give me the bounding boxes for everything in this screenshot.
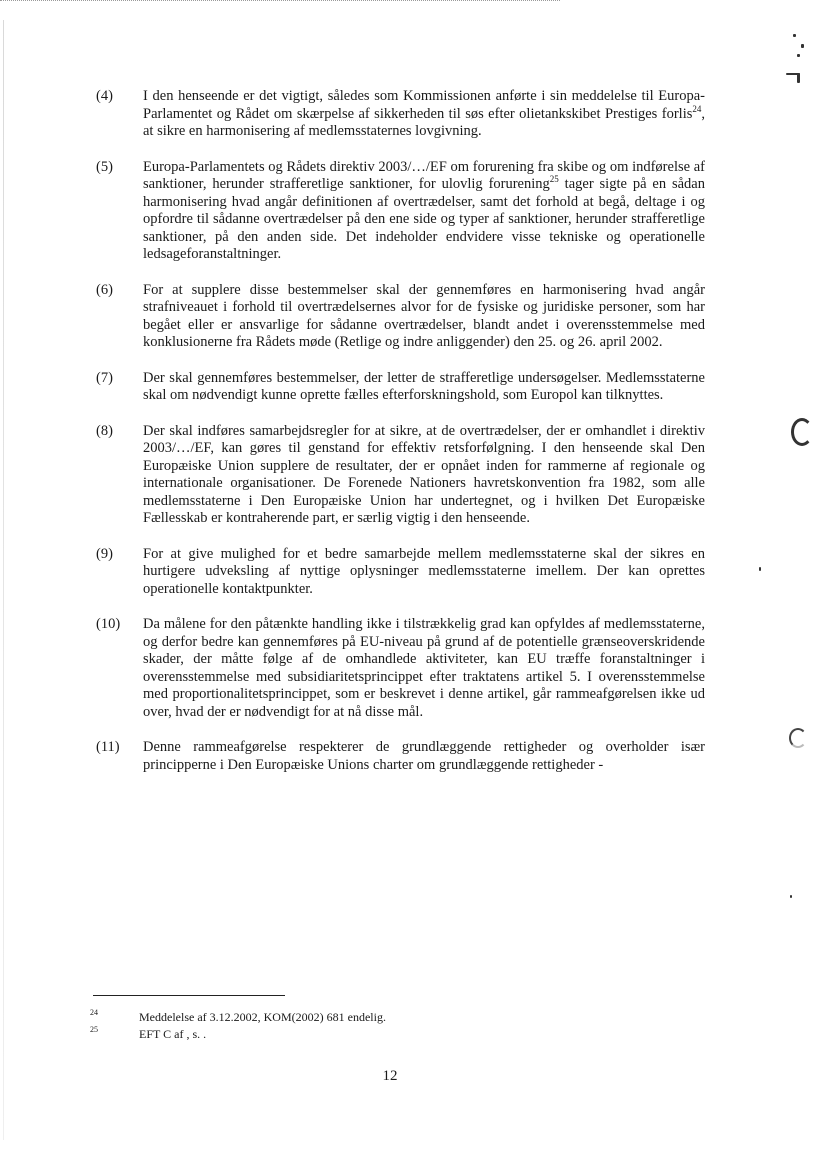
page-number: 12 [382,1068,398,1084]
recital-text [143,88,705,141]
recital-text [143,370,705,405]
recital-number: (9) [96,545,113,562]
scan-mark [797,54,800,57]
recital-number: (8) [96,422,113,439]
recital-text-main: Europa-Parlamentets og Rådets direktiv 2003/…/EF om forurening fra skibe og om indførelse af sanktioner, herunder strafferetlige sanktioner, for ulovlig forurening [143,158,705,192]
recital-text [143,739,705,774]
footnote-text: EFT C af , s. . [139,1027,207,1041]
recital [0,88,827,141]
footnote [0,1027,827,1044]
scan-mark [793,34,796,37]
recital [0,616,827,721]
scan-mark [797,73,800,83]
recital-number: (4) [96,88,113,104]
scan-top-edge [0,0,560,4]
recital [0,370,827,405]
footnote-reference: 24 [692,103,702,114]
recital [0,423,827,528]
recital-text [143,423,705,528]
footnote-number: 25 [90,1025,98,1034]
recital-number: (7) [96,369,113,386]
footnote [0,1010,827,1027]
footnote-number: 24 [90,1008,98,1017]
recital-text [143,616,705,721]
recital-text-continued: tager sigte på en sådan harmonisering hvad angår definitionen af overtrædelser, samt det forhold at begå, deltage i og opfordre til sådanne overtrædelser på den ene side og typer af sanktioner, herunder strafferetlige sanktioner, på den anden side. Det indeholder endvidere visse tekniske og operationelle ledsageforanstaltninger. [143,176,705,262]
scan-mark [790,895,792,898]
recital [0,159,827,264]
recital-text-main: Der skal gennemføres bestemmelser, der letter de strafferetlige undersøgelser. Medlemsstaterne skal om nødvendigt kunne oprette fælles efterforskningshold, som Europol kan tilknyttes. [143,369,705,403]
recital-text [143,159,705,264]
recital-text-main: I den henseende er det vigtigt, således som Kommissionen anførte i sin meddelelse til Europa-Parlamentet og Rådet om skærpelse af sikkerheden til søs efter olietankskibet Prestiges forlis [143,88,705,122]
footnote-reference: 25 [549,174,559,185]
recital-text-main: For at give mulighed for et bedre samarbejde mellem medlemsstaterne skal der sikres en hurtigere udveksling af nyttige oplysninger medlemsstaterne imellem. Der kan oprettes operationelle kontaktpunkter. [143,545,705,597]
recital-text-main: For at supplere disse bestemmelser skal der gennemføres en harmonisering hvad angår strafniveauet i forhold til overtrædelsernes alvor for de fysiske og juridiske personer, som har begået eller er ansvarlige for sådanne overtrædelser, blandt andet i overensstemmelse med konklusionerne fra Rådets møde (Retlige og indre anliggender) den 25. og 26. april 2002. [143,281,705,350]
recital-text [143,546,705,599]
recital-text-continued: , at sikre en harmonisering af medlemsstaternes lovgivning. [143,105,705,139]
recital-number: (6) [96,281,113,298]
recital-text-main: Denne rammeafgørelse respekterer de grundlæggende rettigheder og overholder især principperne i Den Europæiske Unions charter om grundlæggende rettigheder - [143,739,705,773]
recital-text-main: Der skal indføres samarbejdsregler for at sikre, at de overtrædelser, der er omhandlet i direktiv 2003/…/EF, kan gøres til genstand for effektiv retsforfølgning. I den henseende skal Den Europæiske Union supplere de resultater, der er opnået inden for rammerne af regionale og internationale organisationer. De Forenede Nationers havretskonvention fra 1982, som alle medlemsstaterne i Den Europæiske Union har undertegnet, og i hvilken Det Europæiske Fællesskab er kontraherende part, er særlig vigtig i den henseende. [143,422,705,526]
recital-number: (5) [96,158,113,175]
footnotes [0,1010,827,1044]
recital-number: (11) [96,739,120,755]
recitals [0,88,827,792]
recital-text-main: Da målene for den påtænkte handling ikke i tilstrækkelig grad kan opfyldes af medlemsstaterne, og derfor bedre kan gennemføres på EU-niveau på grund af de potentielle grænseoverskridende skader, der måtte følge af de omhandlede aktiviteter, kan EU træffe foranstaltninger i overensstemmelse med subsidiaritetsprincippet efter traktatens artikel 5. I overensstemmelse med proportionalitetsprincippet, som er beskrevet i denne artikel, går rammeafgørelsen ikke ud over, hvad der er nødvendigt for at nå disse mål. [143,616,705,720]
footnote-text: Meddelelse af 3.12.2002, KOM(2002) 681 endelig. [139,1010,386,1024]
recital-text [143,282,705,352]
recital [0,739,827,774]
recital [0,282,827,352]
scan-mark [801,44,804,48]
recital-number: (10) [96,616,121,632]
recital [0,546,827,599]
footnote-separator [93,995,285,996]
